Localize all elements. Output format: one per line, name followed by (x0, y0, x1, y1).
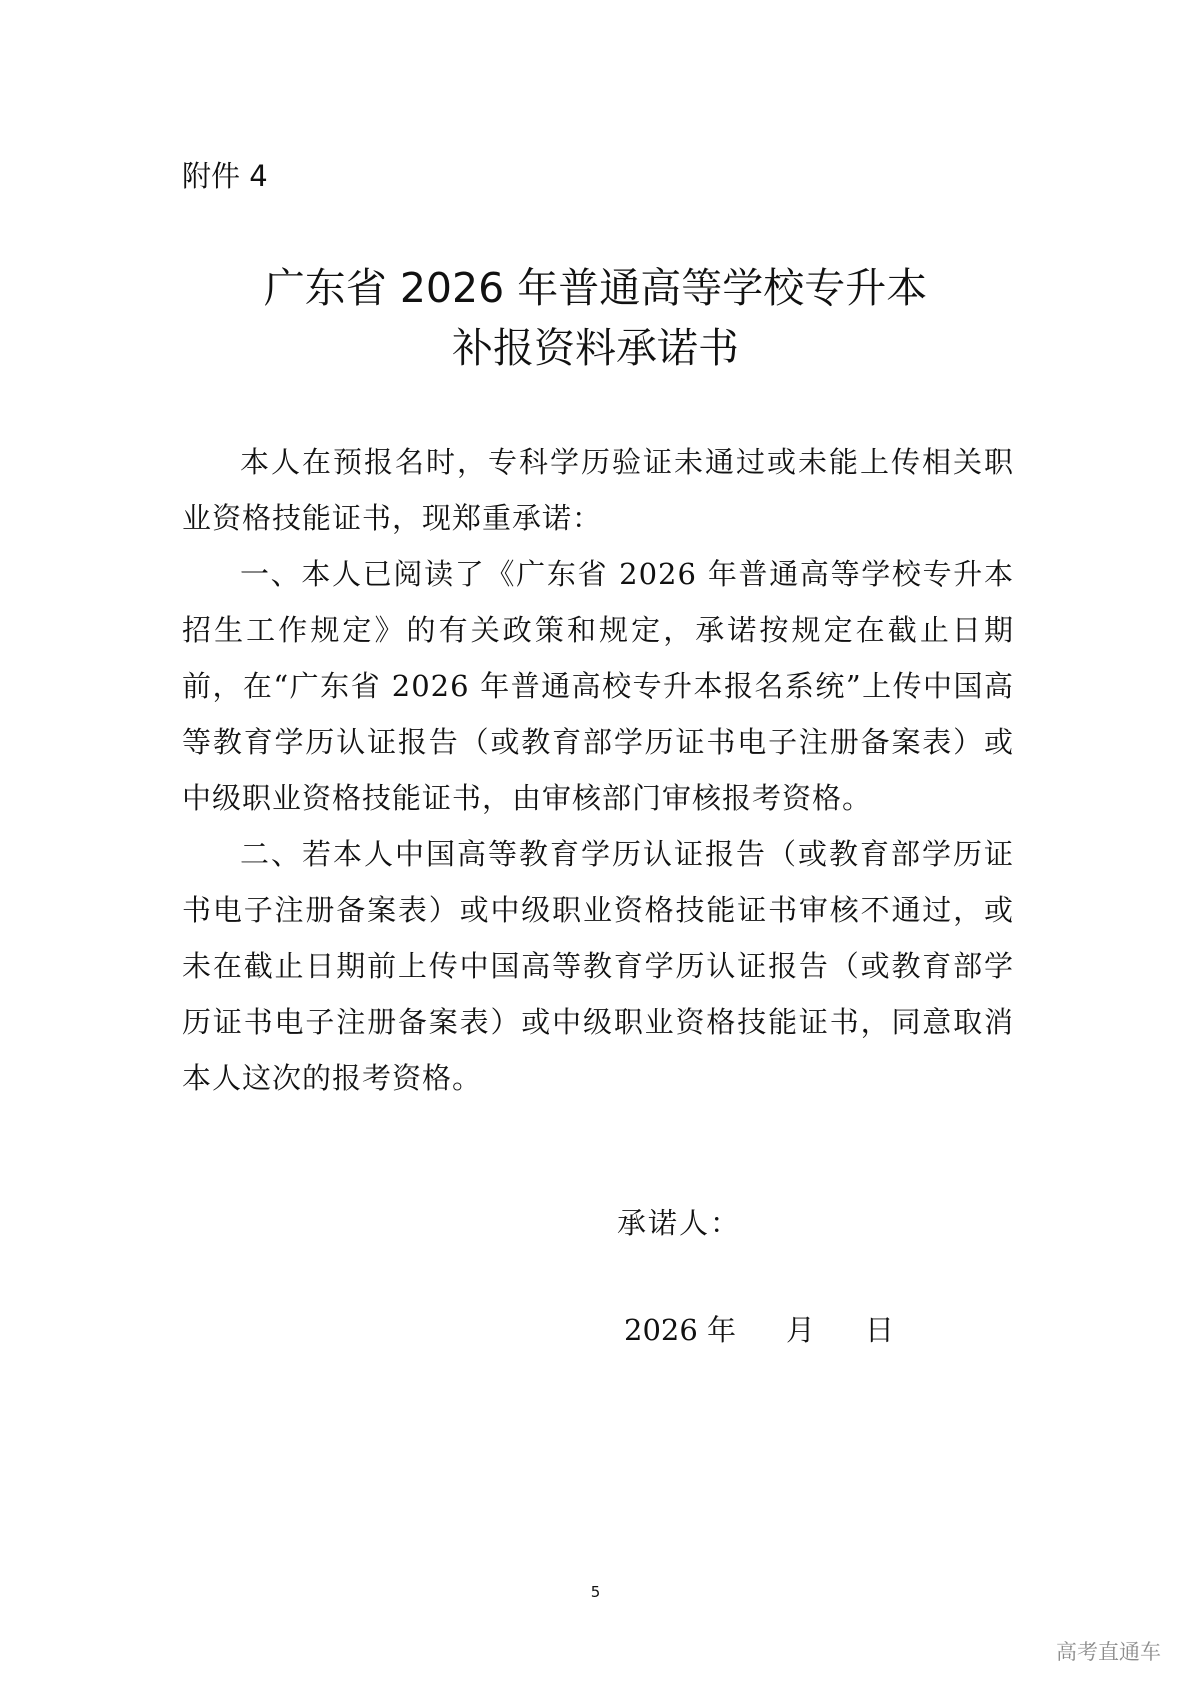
signer-label: 承诺人： (617, 1206, 742, 1240)
date-year: 2026 年 (624, 1313, 737, 1347)
commitment-body (182, 434, 1014, 1106)
intro-paragraph: 本人在预报名时，专科学历验证未通过或未能上传相关职业资格技能证书，现郑重承诺： (182, 445, 1014, 535)
clause-two-paragraph: 二、若本人中国高等教育学历认证报告（或教育部学历证书电子注册备案表）或中级职业资格技能证书审核不通过，或未在截止日期前上传中国高等教育学历认证报告（或教育部学历证书电子注册备案表）或中级职业资格技能证书，同意取消本人这次的报考资格。 (182, 837, 1014, 1095)
attachment-label: 附件 4 (182, 159, 268, 193)
document-title-line-1: 广东省 2026 年普通高等学校专升本 (263, 264, 928, 312)
clause-one-paragraph: 一、本人已阅读了《广东省 2026 年普通高等学校专升本招生工作规定》的有关政策和规定，承诺按规定在截止日期前，在“广东省 2026 年普通高校专升本报名系统”上传中国高等教育学历认证报告（或教育部学历证书电子注册备案表）或中级职业资格技能证书，由审核部门审核报考资格。 (182, 557, 1014, 815)
date-day: 日 (865, 1313, 895, 1347)
date-line (624, 1310, 894, 1350)
watermark-text: 高考直通车 (1056, 1640, 1161, 1664)
page-number: 5 (590, 1583, 601, 1601)
date-month: 月 (786, 1313, 816, 1347)
document-title-line-2: 补报资料承诺书 (452, 324, 739, 372)
